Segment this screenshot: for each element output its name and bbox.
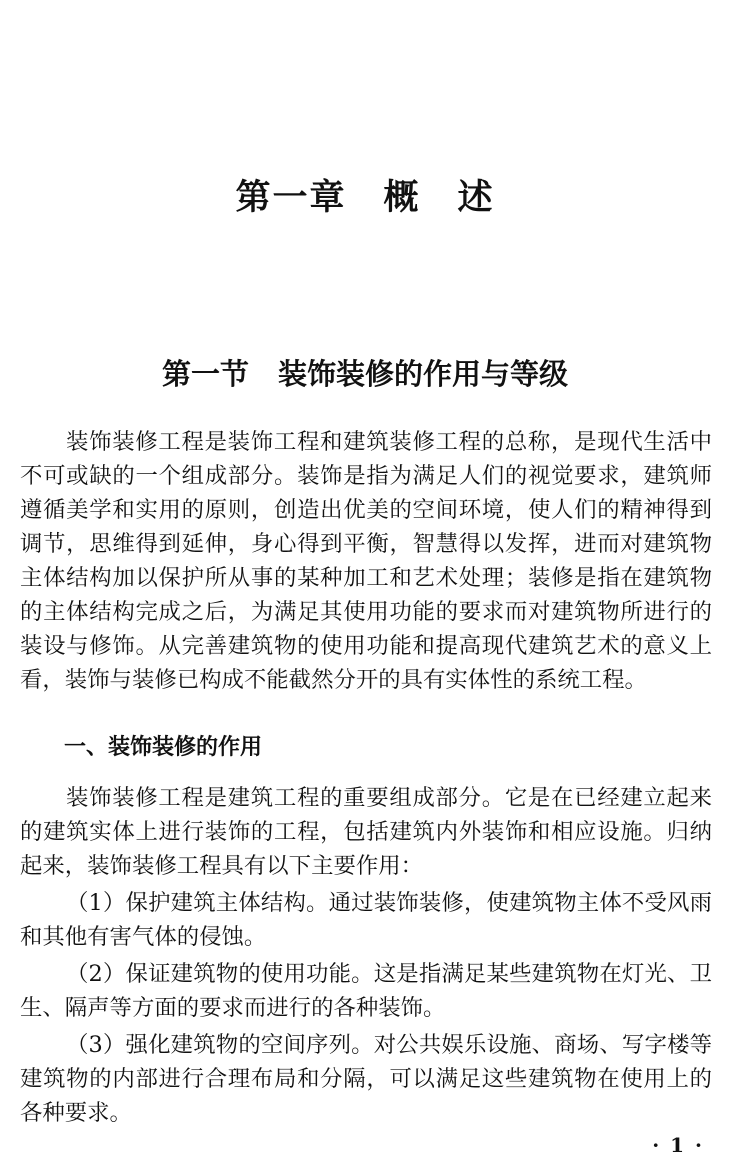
page-number: · 1 · [652,1133,704,1157]
list-item: （2）保证建筑物的使用功能。这是指满足某些建筑物在灯光、卫生、隔声等方面的要求而进行的各种装饰。 [20,961,712,1021]
chapter-title: 第一章 概 述 [235,178,495,218]
section-title: 第一节 装饰装修的作用与等级 [161,357,568,391]
subsection-heading: 一、装饰装修的作用 [64,735,263,760]
list-item: （1）保护建筑主体结构。通过装饰装修，使建筑物主体不受风雨和其他有害气体的侵蚀。 [20,890,712,950]
effects-intro-paragraph: 装饰装修工程是建筑工程的重要组成部分。它是在已经建立起来的建筑实体上进行装饰的工程，包括建筑内外装饰和相应设施。归纳起来，装饰装修工程具有以下主要作用： [20,785,712,879]
intro-paragraph: 装饰装修工程是装饰工程和建筑装修工程的总称，是现代生活中不可或缺的一个组成部分。装饰是指为满足人们的视觉要求，建筑师遵循美学和实用的原则，创造出优美的空间环境，使人们的精神得到调节，思维得到延伸，身心得到平衡，智慧得以发挥，进而对建筑物主体结构加以保护所从事的某种加工和艺术处理；装修是指在建筑物的主体结构完成之后，为满足其使用功能的要求而对建筑物所进行的装设与修饰。从完善建筑物的使用功能和提高现代建筑艺术的意义上看，装饰与装修已构成不能截然分开的具有实体性的系统工程。 [20,429,712,693]
list-item: （3）强化建筑物的空间序列。对公共娱乐设施、商场、写字楼等建筑物的内部进行合理布局和分隔，可以满足这些建筑物在使用上的各种要求。 [20,1032,712,1126]
